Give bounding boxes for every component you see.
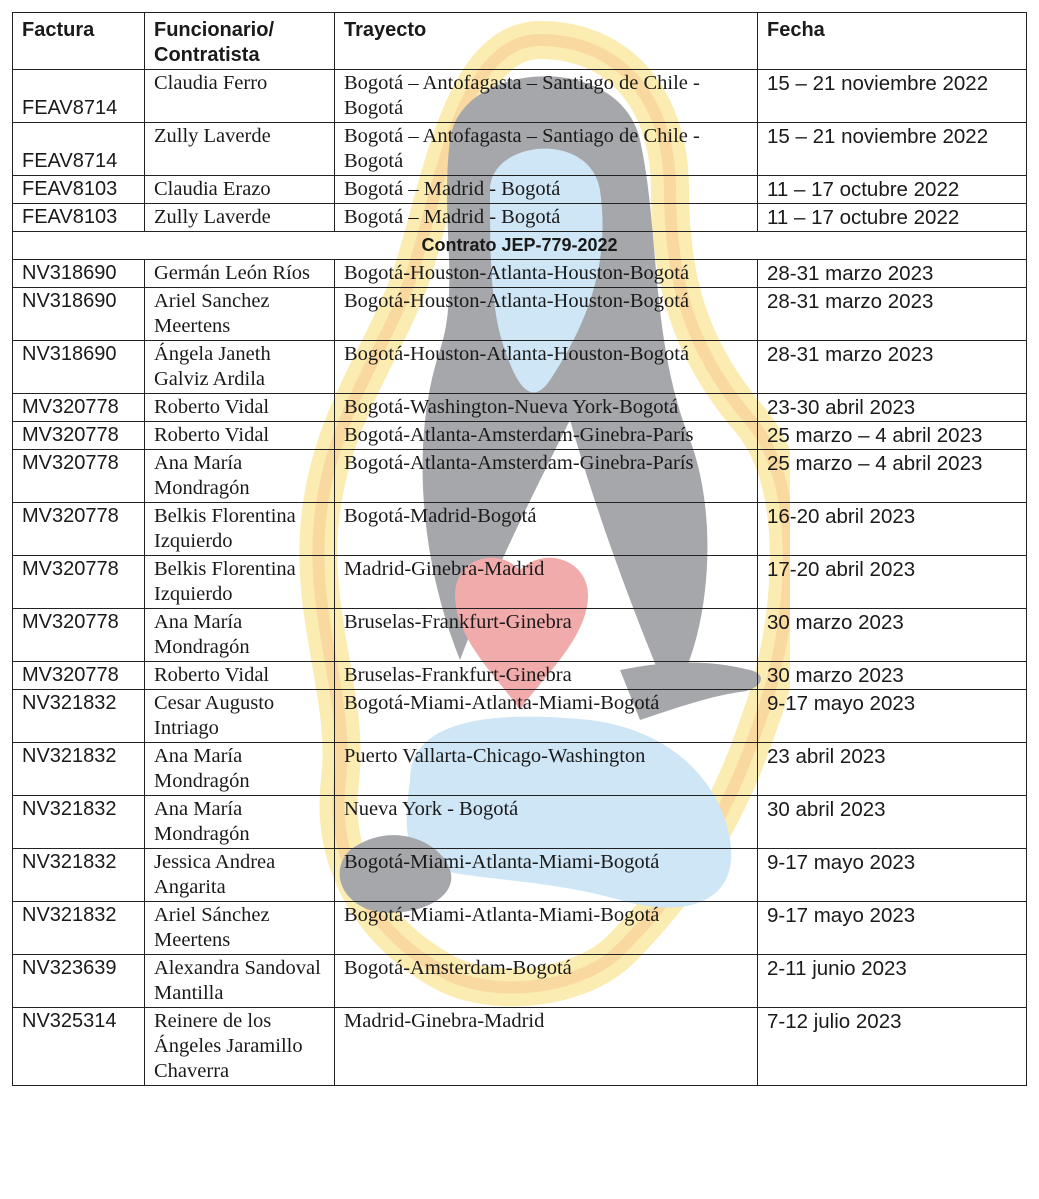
trayecto-cell: Bogotá-Miami-Atlanta-Miami-Bogotá bbox=[335, 849, 758, 902]
factura-cell: NV318690 bbox=[13, 260, 145, 288]
funcionario-cell: Ana María Mondragón bbox=[145, 743, 335, 796]
funcionario-cell: Belkis Florentina Izquierdo bbox=[145, 556, 335, 609]
table-row bbox=[13, 450, 1027, 503]
factura-cell: NV321832 bbox=[13, 796, 145, 849]
fecha-cell: 28-31 marzo 2023 bbox=[758, 341, 1027, 394]
trayecto-cell: Bogotá-Miami-Atlanta-Miami-Bogotá bbox=[335, 902, 758, 955]
funcionario-cell: Claudia Erazo bbox=[145, 176, 335, 204]
factura-cell: NV323639 bbox=[13, 955, 145, 1008]
fecha-cell: 25 marzo – 4 abril 2023 bbox=[758, 422, 1027, 450]
trayecto-cell: Bogotá-Amsterdam-Bogotá bbox=[335, 955, 758, 1008]
factura-cell: NV321832 bbox=[13, 849, 145, 902]
fecha-cell: 30 abril 2023 bbox=[758, 796, 1027, 849]
table-row bbox=[13, 849, 1027, 902]
trayecto-cell: Bruselas-Frankfurt-Ginebra bbox=[335, 609, 758, 662]
table-row bbox=[13, 260, 1027, 288]
section-row bbox=[13, 232, 1027, 260]
table-row bbox=[13, 609, 1027, 662]
table-row bbox=[13, 70, 1027, 123]
funcionario-cell: Roberto Vidal bbox=[145, 422, 335, 450]
factura-cell: FEAV8714 bbox=[13, 70, 145, 123]
trayecto-cell: Bogotá – Madrid - Bogotá bbox=[335, 204, 758, 232]
factura-cell: FEAV8103 bbox=[13, 204, 145, 232]
fecha-cell: 11 – 17 octubre 2022 bbox=[758, 176, 1027, 204]
funcionario-cell: Cesar Augusto Intriago bbox=[145, 690, 335, 743]
trayecto-cell: Bruselas-Frankfurt-Ginebra bbox=[335, 662, 758, 690]
table-row bbox=[13, 556, 1027, 609]
trayecto-cell: Bogotá-Houston-Atlanta-Houston-Bogotá bbox=[335, 341, 758, 394]
table-row bbox=[13, 743, 1027, 796]
table-row bbox=[13, 955, 1027, 1008]
table-row bbox=[13, 662, 1027, 690]
trayecto-cell: Bogotá-Madrid-Bogotá bbox=[335, 503, 758, 556]
factura-cell: MV320778 bbox=[13, 662, 145, 690]
trayecto-cell: Bogotá-Houston-Atlanta-Houston-Bogotá bbox=[335, 288, 758, 341]
funcionario-cell: Germán León Ríos bbox=[145, 260, 335, 288]
trayecto-cell: Bogotá – Madrid - Bogotá bbox=[335, 176, 758, 204]
funcionario-cell: Claudia Ferro bbox=[145, 70, 335, 123]
trayecto-cell: Puerto Vallarta-Chicago-Washington bbox=[335, 743, 758, 796]
funcionario-cell: Zully Laverde bbox=[145, 204, 335, 232]
column-header-funcionario: Funcionario/ Contratista bbox=[145, 13, 335, 70]
fecha-cell: 30 marzo 2023 bbox=[758, 609, 1027, 662]
fecha-cell: 15 – 21 noviembre 2022 bbox=[758, 70, 1027, 123]
trayecto-cell: Bogotá-Washington-Nueva York-Bogotá bbox=[335, 394, 758, 422]
fecha-cell: 23-30 abril 2023 bbox=[758, 394, 1027, 422]
table-row bbox=[13, 503, 1027, 556]
factura-cell: NV321832 bbox=[13, 902, 145, 955]
trayecto-cell: Bogotá-Atlanta-Amsterdam-Ginebra-París bbox=[335, 422, 758, 450]
fecha-cell: 28-31 marzo 2023 bbox=[758, 260, 1027, 288]
fecha-cell: 11 – 17 octubre 2022 bbox=[758, 204, 1027, 232]
trayecto-cell: Nueva York - Bogotá bbox=[335, 796, 758, 849]
factura-cell: NV321832 bbox=[13, 743, 145, 796]
table-row bbox=[13, 341, 1027, 394]
trayecto-cell: Bogotá – Antofagasta – Santiago de Chile - Bogotá bbox=[335, 70, 758, 123]
fecha-cell: 7-12 julio 2023 bbox=[758, 1008, 1027, 1086]
section-title: Contrato JEP-779-2022 bbox=[13, 232, 1027, 260]
factura-cell: FEAV8714 bbox=[13, 123, 145, 176]
funcionario-cell: Ariel Sanchez Meertens bbox=[145, 288, 335, 341]
trayecto-cell: Madrid-Ginebra-Madrid bbox=[335, 556, 758, 609]
funcionario-cell: Reinere de los Ángeles Jaramillo Chaverra bbox=[145, 1008, 335, 1086]
funcionario-cell: Ana María Mondragón bbox=[145, 796, 335, 849]
fecha-cell: 9-17 mayo 2023 bbox=[758, 902, 1027, 955]
table-row bbox=[13, 288, 1027, 341]
fecha-cell: 15 – 21 noviembre 2022 bbox=[758, 123, 1027, 176]
trayecto-cell: Bogotá – Antofagasta – Santiago de Chile - Bogotá bbox=[335, 123, 758, 176]
table-row bbox=[13, 394, 1027, 422]
fecha-cell: 9-17 mayo 2023 bbox=[758, 690, 1027, 743]
fecha-cell: 2-11 junio 2023 bbox=[758, 955, 1027, 1008]
table-row bbox=[13, 176, 1027, 204]
fecha-cell: 16-20 abril 2023 bbox=[758, 503, 1027, 556]
fecha-cell: 17-20 abril 2023 bbox=[758, 556, 1027, 609]
table-header-row bbox=[13, 13, 1027, 70]
fecha-cell: 23 abril 2023 bbox=[758, 743, 1027, 796]
funcionario-cell: Ana María Mondragón bbox=[145, 450, 335, 503]
factura-cell: NV325314 bbox=[13, 1008, 145, 1086]
trayecto-cell: Bogotá-Houston-Atlanta-Houston-Bogotá bbox=[335, 260, 758, 288]
table-row bbox=[13, 1008, 1027, 1086]
trayecto-cell: Bogotá-Miami-Atlanta-Miami-Bogotá bbox=[335, 690, 758, 743]
factura-cell: MV320778 bbox=[13, 556, 145, 609]
fecha-cell: 25 marzo – 4 abril 2023 bbox=[758, 450, 1027, 503]
trayecto-cell: Bogotá-Atlanta-Amsterdam-Ginebra-París bbox=[335, 450, 758, 503]
funcionario-cell: Zully Laverde bbox=[145, 123, 335, 176]
funcionario-cell: Ángela Janeth Galviz Ardila bbox=[145, 341, 335, 394]
funcionario-cell: Roberto Vidal bbox=[145, 394, 335, 422]
funcionario-cell: Belkis Florentina Izquierdo bbox=[145, 503, 335, 556]
funcionario-cell: Ana María Mondragón bbox=[145, 609, 335, 662]
factura-cell: MV320778 bbox=[13, 609, 145, 662]
table-row bbox=[13, 422, 1027, 450]
table-row bbox=[13, 123, 1027, 176]
table-row bbox=[13, 796, 1027, 849]
table-row bbox=[13, 204, 1027, 232]
trayecto-cell: Madrid-Ginebra-Madrid bbox=[335, 1008, 758, 1086]
fecha-cell: 28-31 marzo 2023 bbox=[758, 288, 1027, 341]
factura-cell: FEAV8103 bbox=[13, 176, 145, 204]
factura-cell: NV318690 bbox=[13, 288, 145, 341]
fecha-cell: 30 marzo 2023 bbox=[758, 662, 1027, 690]
funcionario-cell: Roberto Vidal bbox=[145, 662, 335, 690]
table-row bbox=[13, 902, 1027, 955]
column-header-trayecto: Trayecto bbox=[335, 13, 758, 70]
funcionario-cell: Alexandra Sandoval Mantilla bbox=[145, 955, 335, 1008]
factura-cell: NV318690 bbox=[13, 341, 145, 394]
funcionario-cell: Jessica Andrea Angarita bbox=[145, 849, 335, 902]
factura-cell: MV320778 bbox=[13, 450, 145, 503]
column-header-fecha: Fecha bbox=[758, 13, 1027, 70]
travel-table bbox=[12, 12, 1027, 1086]
column-header-factura: Factura bbox=[13, 13, 145, 70]
table-row bbox=[13, 690, 1027, 743]
factura-cell: NV321832 bbox=[13, 690, 145, 743]
factura-cell: MV320778 bbox=[13, 422, 145, 450]
fecha-cell: 9-17 mayo 2023 bbox=[758, 849, 1027, 902]
factura-cell: MV320778 bbox=[13, 503, 145, 556]
funcionario-cell: Ariel Sánchez Meertens bbox=[145, 902, 335, 955]
factura-cell: MV320778 bbox=[13, 394, 145, 422]
